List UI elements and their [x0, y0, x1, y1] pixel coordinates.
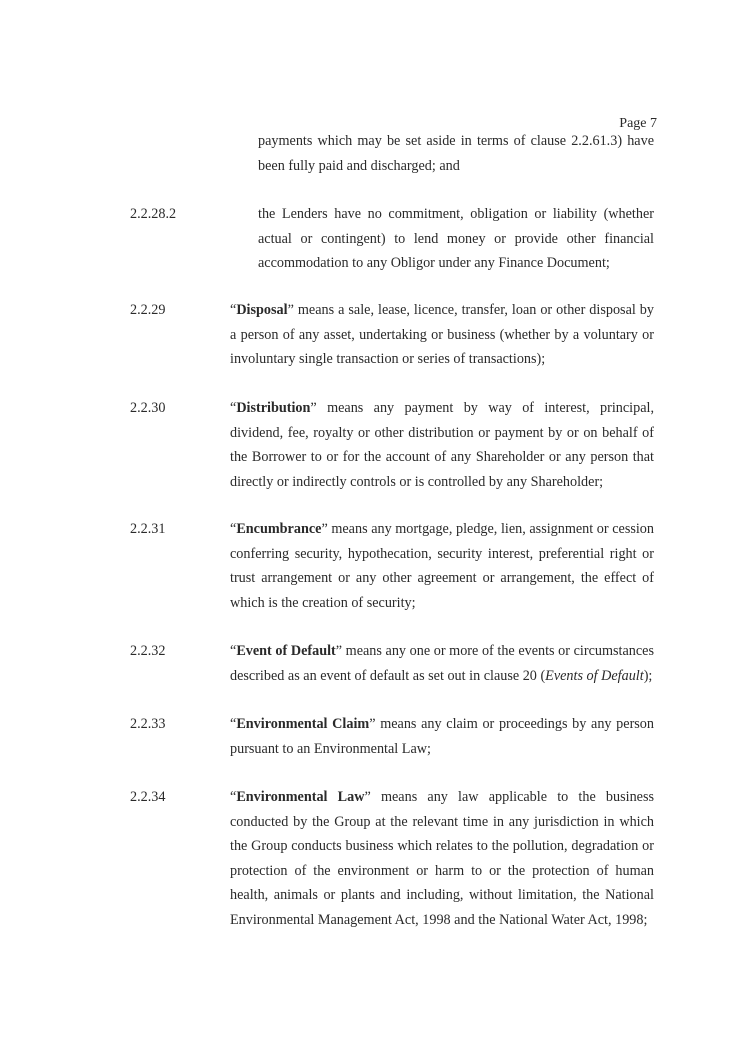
clause-number-2-2-33: 2.2.33	[130, 716, 166, 732]
definition-event-of-default: “Event of Default” means any one or more of the events or circumstances described as an event of default as set out in clause 20 (Events of Default);	[230, 643, 654, 684]
clause-number-2-2-28-2: 2.2.28.2	[130, 206, 177, 222]
defined-term: Distribution	[236, 400, 311, 416]
continuation-paragraph: payments which may be set aside in terms of clause 2.2.61.3) have been fully paid and discharged; and	[258, 133, 654, 174]
clause-number-2-2-32: 2.2.32	[130, 643, 166, 659]
defined-term: Disposal	[236, 302, 288, 318]
clause-number-2-2-29: 2.2.29	[130, 302, 166, 318]
defined-term: Environmental Claim	[236, 716, 370, 732]
definition-environmental-claim: “Environmental Claim” means any claim or proceedings by any person pursuant to an Environmental Law;	[230, 716, 654, 757]
subclause-2-2-28-2-text: the Lenders have no commitment, obligation or liability (whether actual or contingent) to lend money or provide other financial accommodation to any Obligor under any Finance Document;	[258, 206, 654, 271]
definition-distribution: “Distribution” means any payment by way of interest, principal, dividend, fee, royalty or other distribution or payment by or on behalf of the Borrower to or for the account of any Shareholder or any person that directly or indirectly controls or is controlled by any Shareholder;	[230, 400, 654, 490]
defined-term: Environmental Law	[236, 789, 365, 805]
definition-disposal: “Disposal” means a sale, lease, licence, transfer, loan or other disposal by a person of any asset, undertaking or business (whether by a voluntary or involuntary single transaction or series of transactions);	[230, 302, 654, 367]
definition-environmental-law: “Environmental Law” means any law applicable to the business conducted by the Group at the relevant time in any jurisdiction in which the Group conducts business which relates to the pollution, degradation or protection of the environment or harm to or the protection of human health, animals or plants and including, without limitation, the National Environmental Management Act, 1998 and the National Water Act, 1998;	[230, 789, 655, 928]
clause-number-2-2-31: 2.2.31	[130, 521, 166, 537]
clause-number-2-2-30: 2.2.30	[130, 400, 166, 416]
clause-number-2-2-34: 2.2.34	[130, 789, 166, 805]
clause-reference: Events of Default	[545, 667, 644, 684]
definition-encumbrance: “Encumbrance” means any mortgage, pledge, lien, assignment or cession conferring security, hypothecation, security interest, preferential right or trust arrangement or any other agreement or arrangement, the effect of which is the creation of security;	[230, 521, 654, 611]
page-number: Page 7	[619, 116, 657, 131]
defined-term: Event of Default	[236, 643, 336, 659]
defined-term: Encumbrance	[236, 521, 322, 537]
